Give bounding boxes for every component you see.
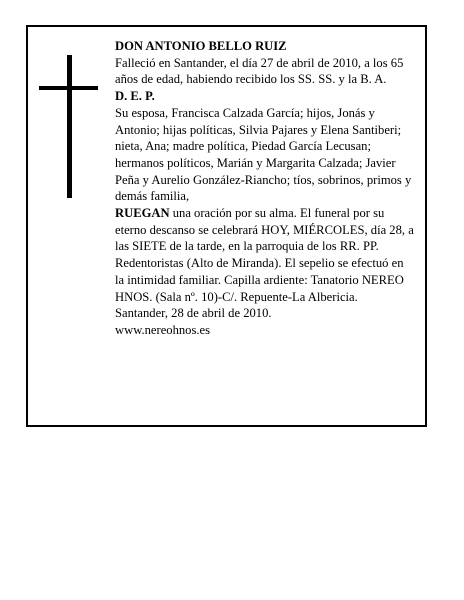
request-lead: RUEGAN [115,206,170,221]
request-text: una oración por su alma. El funeral por su eterno descanso se celebrará HOY, MIÉRCOLES, día 28, a las SIETE de la tarde, en la parroquia de los RR. PP. Redentoristas (Alto de Miranda). El sepelio se efectuó en la intimidad familiar. Capilla ardiente: Tanatorio NEREO HNOS. (Sala nº. 10)-C/. Repuente-La Albericia. [115,206,414,304]
funeral-request [115,205,415,305]
family-list: Su esposa, Francisca Calzada García; hijos, Jonás y Antonio; hijas políticas, Silvia Pajares y Elena Santiberi; nieta, Ana; madre política, Piedad García Lecusan; hermanos políticos, Marián y Margarita Calzada; Javier Peña y Aurelio González-Riancho; tíos, sobrinos, primos y demás familia, [115,105,412,204]
death-statement: Falleció en Santander, el día 27 de abril de 2010, a los 65 años de edad, habiendo recibido los SS. SS. y la B. A. [115,55,404,87]
deceased-name: DON ANTONIO BELLO RUIZ [115,39,287,53]
obituary-text [115,38,415,339]
cross-icon-bar [39,86,98,90]
obituary-frame [26,25,427,427]
rip-line: D. E. P. [115,89,155,104]
place-date: Santander, 28 de abril de 2010. [115,306,272,321]
cross-icon [67,55,72,198]
website: www.nereohnos.es [115,322,211,337]
